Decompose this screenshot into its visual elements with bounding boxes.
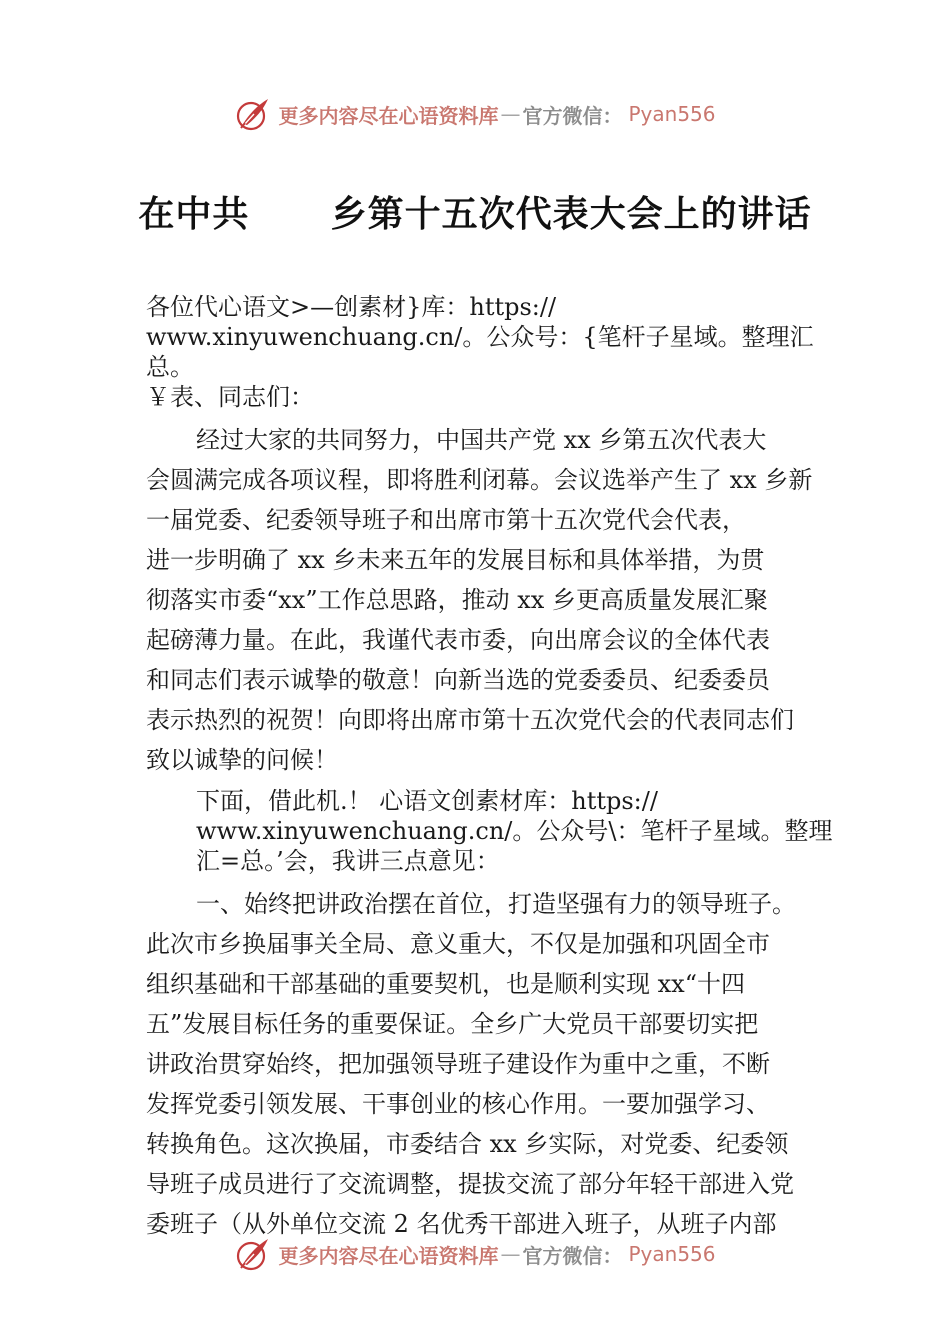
separator: — [500,102,521,126]
salutation-line: ￥表、同志们： [146,383,314,411]
paragraph-1 [146,420,846,780]
paragraph-line: 和同志们表示诚挚的敬意！向新当选的党委委员、纪委委员 [146,666,770,694]
paragraph-line: 彻落实市委“xx”工作总思路，推动 xx 乡更高质量发展汇聚 [146,586,768,614]
paragraph-line: 委班子（从外单位交流 2 名优秀干部进入班子，从班子内部 [146,1210,777,1238]
paragraph-line: 经过大家的共同努力，中国共产党 xx 乡第五次代表大 [196,426,767,454]
quill-pen-icon [234,1234,274,1274]
salutation-line: www.xinyuwenchuang.cn/。公众号：{笔杆子星域。整理汇总。 [146,323,814,381]
document-title: 在中共 乡第十五次代表大会上的讲话 [138,193,812,235]
wechat-label: 官方微信： [522,1243,623,1268]
paragraph-line: 一届党委、纪委领导班子和出席市第十五次党代会代表， [146,506,746,534]
paragraph-3 [146,884,846,1244]
paragraph-line: www.xinyuwenchuang.cn/。公众号\：笔杆子星域。整理 [196,817,833,845]
paragraph-line: 一、始终把讲政治摆在首位，打造坚强有力的领导班子。 [196,890,796,918]
wechat-id: Pyan556 [628,1242,716,1266]
paragraph-line: 此次市乡换届事关全局、意义重大，不仅是加强和巩固全市 [146,930,770,958]
separator: — [500,1242,521,1266]
paragraph-line: 起磅薄力量。在此，我谨代表市委，向出席会议的全体代表 [146,626,770,654]
quill-pen-icon [234,94,274,134]
paragraph-line: 讲政治贯穿始终，把加强领导班子建设作为重中之重，不断 [146,1050,770,1078]
paragraph-line: 发挥党委引领发展、干事创业的核心作用。一要加强学习、 [146,1090,770,1118]
paragraph-2 [146,786,846,876]
paragraph-line: 组织基础和干部基础的重要契机，也是顺利实现 xx“十四 [146,970,745,998]
wechat-label: 官方微信： [522,103,623,128]
header-banner [0,92,950,136]
paragraph-line: 表示热烈的祝贺！向即将出席市第十五次党代会的代表同志们 [146,706,794,734]
salutation-line: 各位代心语文>—创素材}库：https:// [146,293,557,321]
paragraph-line: 导班子成员进行了交流调整，提拔交流了部分年轻干部进入党 [146,1170,794,1198]
paragraph-line: 致以诚挚的问候！ [146,746,338,774]
paragraph-line: 五”发展目标任务的重要保证。全乡广大党员干部要切实把 [146,1010,759,1038]
footer-banner [0,1232,950,1276]
wechat-id: Pyan556 [628,102,716,126]
brand-text: 更多内容尽在心语资料库 [278,1243,499,1268]
brand-text: 更多内容尽在心语资料库 [278,103,499,128]
paragraph-line: 转换角色。这次换届，市委结合 xx 乡实际，对党委、纪委领 [146,1130,789,1158]
paragraph-line: 会圆满完成各项议程，即将胜利闭幕。会议选举产生了 xx 乡新 [146,466,813,494]
salutation [146,292,846,412]
document-body [146,292,846,1244]
paragraph-line: 进一步明确了 xx 乡未来五年的发展目标和具体举措，为贯 [146,546,765,574]
paragraph-line: 下面，借此机.！ 心语文创素材库：https:// [196,787,658,815]
paragraph-line: 汇=总。’会，我讲三点意见： [196,847,500,875]
